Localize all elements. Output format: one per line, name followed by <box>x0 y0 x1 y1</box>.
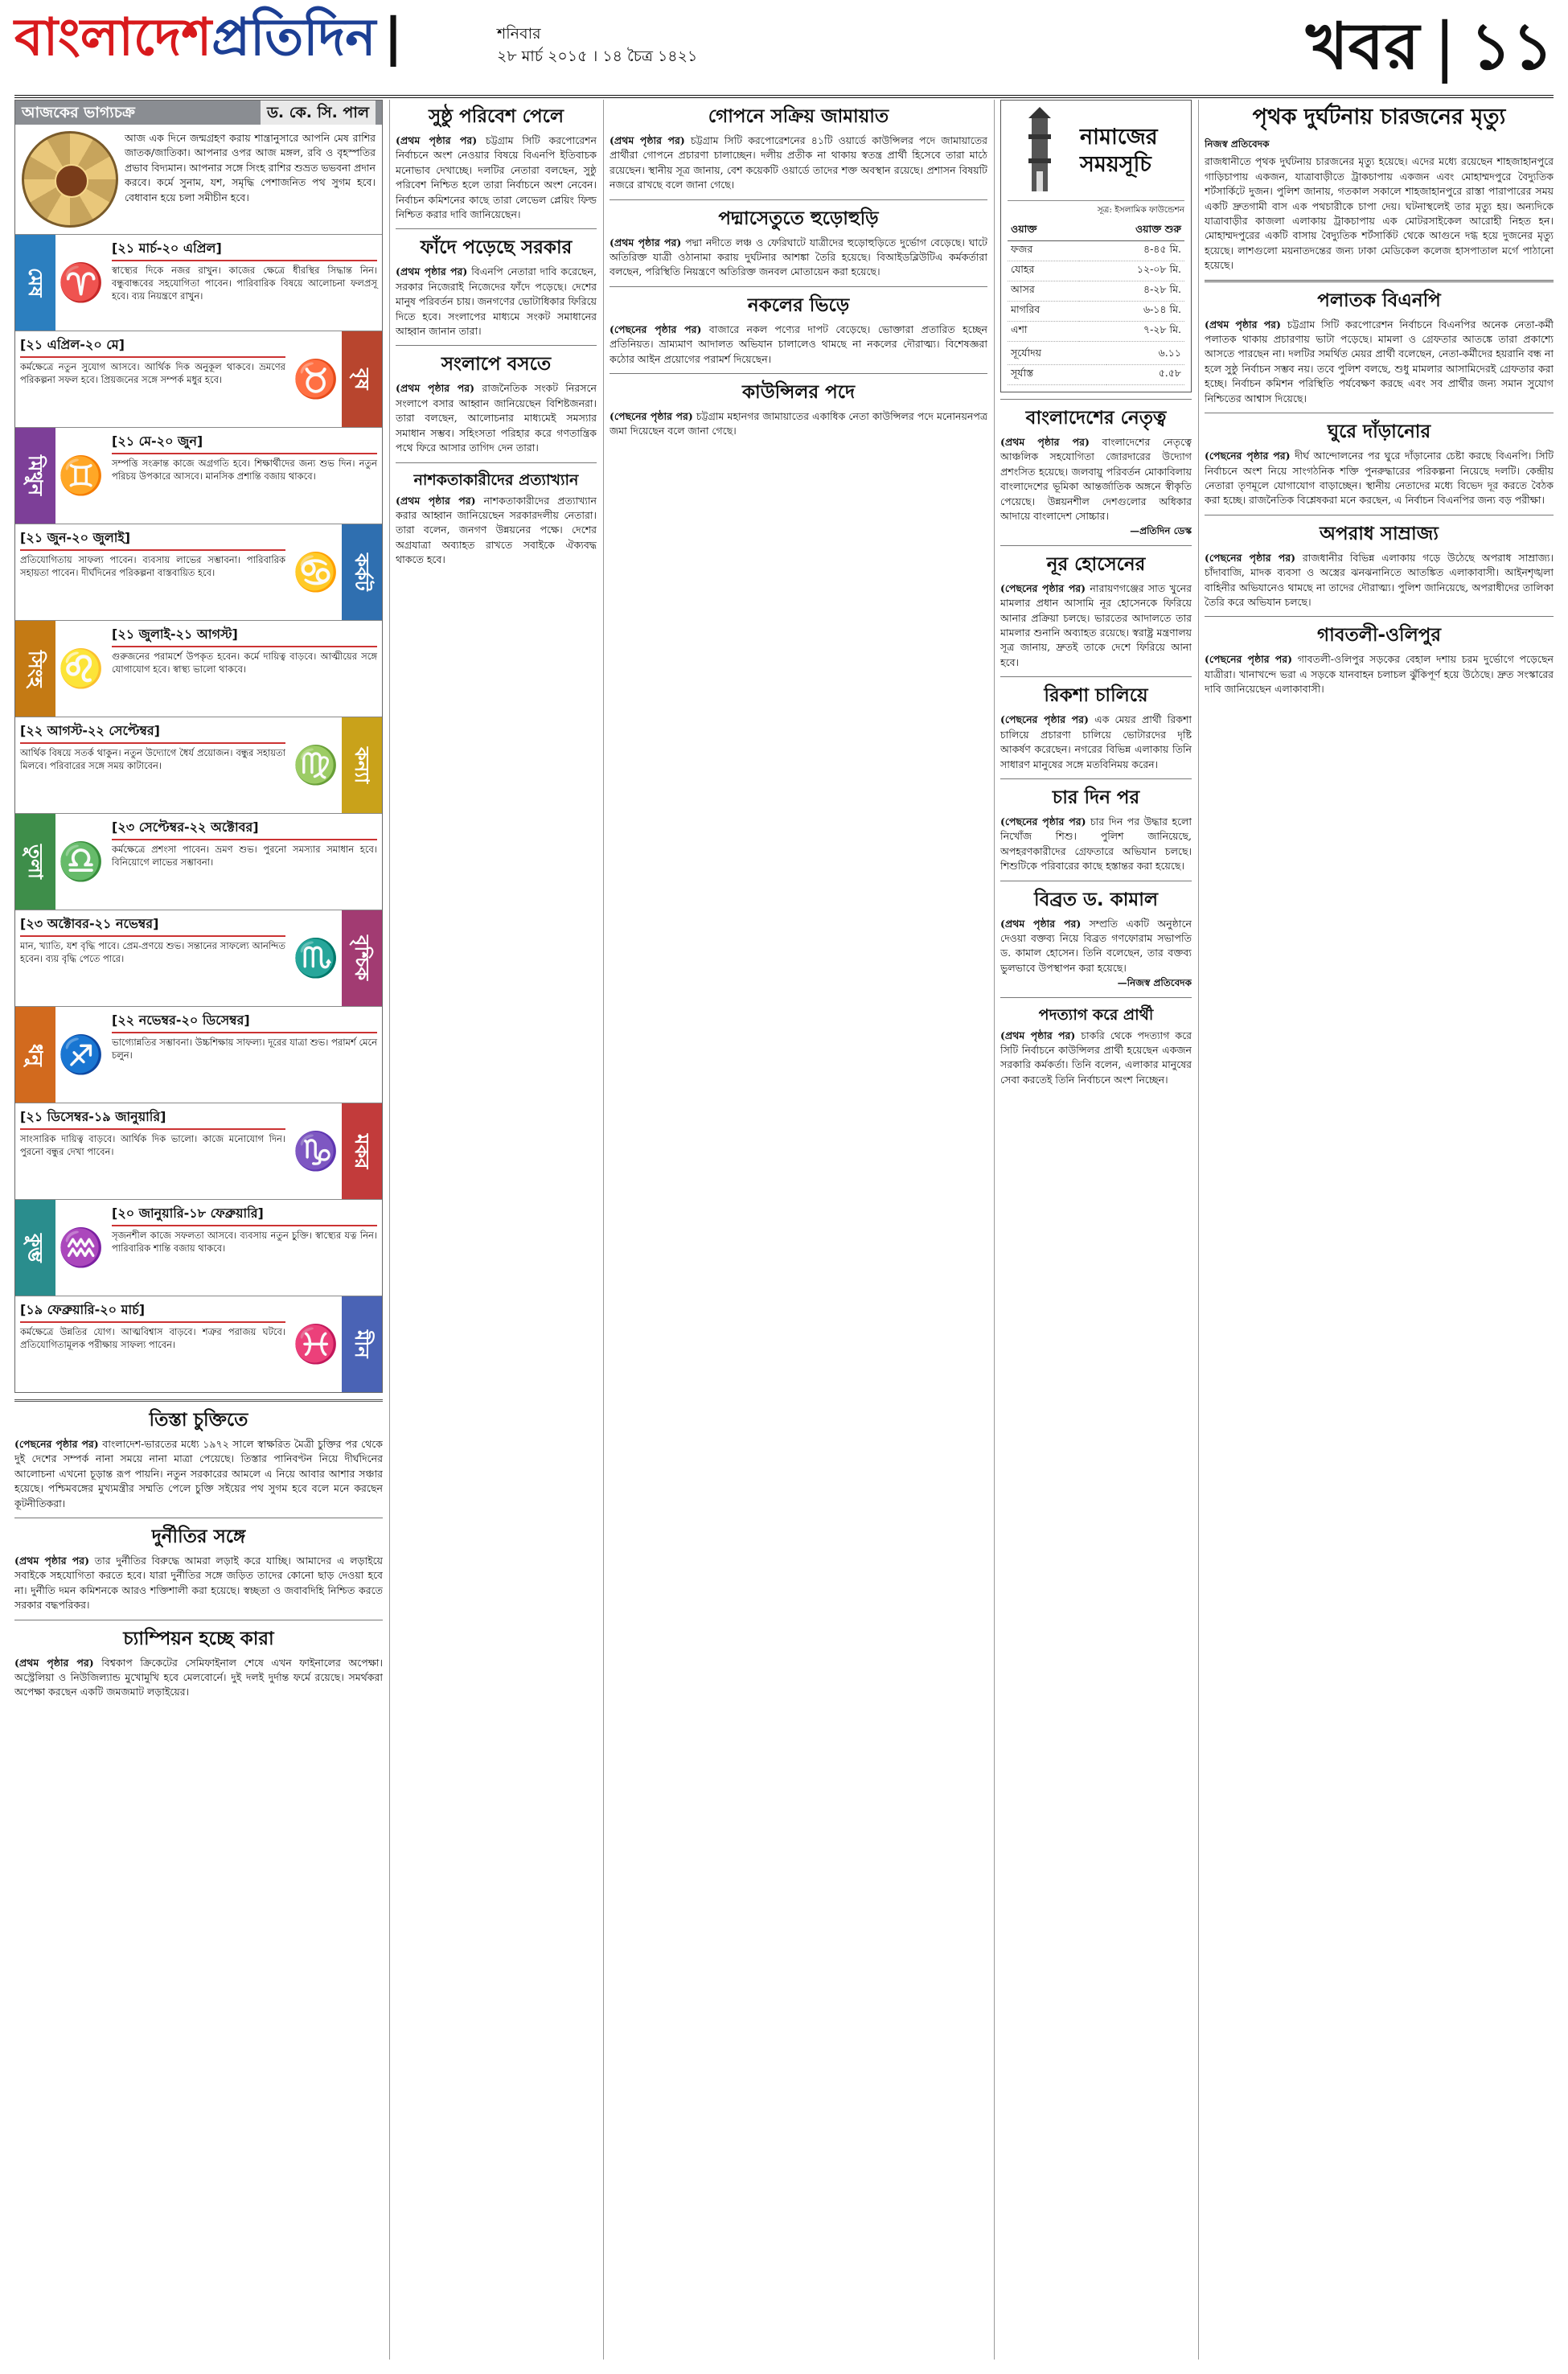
sign-name: বৃশ্চিক <box>342 910 382 1006</box>
article-crowd-text: বাজারে নকল পণ্যের দাপট বেড়েছে। ভোক্তারা প্রতারিত হচ্ছেন প্রতিনিয়ত। ভ্রাম্যমাণ আদালত অভিযান চালালেও থামছে না নকলের দৌরাত্ম্য। বিশেষজ্ঞরা কঠোর আইন প্রয়োগের পরামর্শ দিয়েছেন। <box>610 322 987 365</box>
continuation-label: (প্রথম পৃষ্ঠার পর) <box>396 382 475 395</box>
continuation-label: (প্রথম পৃষ্ঠার পর) <box>1000 436 1090 448</box>
article-nur-text: নারায়ণগঞ্জের সাত খুনের মামলার প্রধান আসামি নূর হোসেনকে ফিরিয়ে আনার প্রক্রিয়া চলছে। ভারতের আদালতে তার মামলার শুনানি অব্যাহত রয়েছে। স্বরাষ্ট্র মন্ত্রণালয় সূত্র জানায়, দ্রুতই তাকে দেশে ফিরিয়ে আনা হবে। <box>1000 581 1192 668</box>
table-cell: ৭-২৮ মি. <box>1079 322 1184 342</box>
table-cell: ৪-২৮ মি. <box>1079 281 1184 302</box>
prayer-times-box <box>1000 100 1192 392</box>
horoscope-sign <box>15 1103 382 1199</box>
headline-four-days: চার দিন পর <box>1052 787 1140 808</box>
continuation-label: (প্রথম পৃষ্ঠার পর) <box>14 1555 89 1567</box>
sign-date-range: [২১ জুলাই-২১ আগস্ট] <box>112 624 377 647</box>
table-cell: মাগরিব <box>1008 302 1079 322</box>
sign-date-range: [২১ এপ্রিল-২০ মে] <box>20 335 285 358</box>
sign-date-range: [২১ মে-২০ জুন] <box>112 431 377 454</box>
column-4 <box>1000 100 1192 2360</box>
article-nominations <box>396 494 597 568</box>
sign-body <box>15 910 290 1006</box>
continuation-label: (প্রথম পৃষ্ঠার পর) <box>610 236 682 248</box>
credit-kamal: —নিজস্ব প্রতিবেদক <box>1117 977 1192 989</box>
divider <box>1000 778 1192 779</box>
continuation-label: (পেছনের পৃষ্ঠার পর) <box>1000 713 1089 726</box>
divider <box>396 228 597 229</box>
horoscope-sign <box>15 1296 382 1392</box>
zodiac-sign-icon: ♌ <box>58 647 105 690</box>
sign-text: গুরুজনের পরামর্শে উপকৃত হবেন। কর্মে দায়িত্ব বাড়বে। আত্মীয়ের সঙ্গে যোগাযোগ হবে। স্বাস্থ্য ভালো থাকবে। <box>112 651 377 675</box>
horoscope-sign <box>15 427 382 524</box>
article-four-days <box>1000 815 1192 874</box>
headline-environment: সুষ্ঠু পরিবেশ পেলে <box>428 106 564 127</box>
table-row <box>1008 261 1184 281</box>
article-champion-text: বিশ্বকাপ ক্রিকেটের সেমিফাইনাল শেষে এখন ফাইনালের অপেক্ষা। অস্ট্রেলিয়া ও নিউজিল্যান্ড মুখোমুখি হবে মেলবোর্নে। দুই দলই দুর্দান্ত ফর্মে রয়েছে। সমর্থকরা অপেক্ষা করছেন একটি জমজমাট লড়াইয়ের। <box>14 1656 383 1698</box>
divider <box>610 199 987 200</box>
continuation-label: (প্রথম পৃষ্ঠার পর) <box>1000 1029 1076 1041</box>
zodiac-sign-icon: ♑ <box>293 1129 339 1173</box>
sign-date-range: [২২ আগস্ট-২২ সেপ্টেম্বর] <box>20 721 285 744</box>
headline-bnp-flee: পলাতক বিএনপি <box>1317 290 1441 311</box>
article-lead-text: রাজধানীতে পৃথক দুর্ঘটনায় চারজনের মৃত্যু হয়েছে। এদের মধ্যে রয়েছেন শাহজাহানপুরে গাড়িচাপায় একজন, যাত্রাবাড়ীতে ট্রাকচাপায় একজন এবং মোহাম্মদপুরে বৈদ্যুতিক শর্টসার্কিটে দুজন। পুলিশ জানায়, গতকাল সকালে শাহজাহানপুরে রাস্তা পারাপারের সময় একটি দ্রুতগামী বাস এক পথচারীকে চাপা দেয়। ঘটনাস্থলেই তার মৃত্যু হয়। অন্যদিকে যাত্রাবাড়ীর কাজলা এলাকায় ট্রাকচাপায় এক মোটরসাইকেল আরোহী নিহত হন। মোহাম্মদপুরের একটি বাসায় বৈদ্যুতিক শর্টসার্কিট থেকে আগুনে দগ্ধ হয়ে দুজনের মৃত্যু হয়েছে। লাশগুলো ময়নাতদন্তের জন্য ঢাকা মেডিকেল কলেজ হাসপাতাল মর্গে পাঠানো হয়েছে। <box>1205 155 1554 272</box>
horoscope-sign <box>15 1199 382 1296</box>
horoscope-box <box>14 100 383 1393</box>
article-nominations-text: নাশকতাকারীদের প্রত্যাখ্যান করার আহ্বান জানিয়েছেন সরকারদলীয় নেতারা। তারা বলেন, জনগণ উন্নয়নের পক্ষে। দেশের অগ্রযাত্রা অব্যাহত রাখতে সবাইকে ঐক্যবদ্ধ থাকতে হবে। <box>396 494 597 566</box>
sign-body <box>15 1103 290 1199</box>
horoscope-intro-text: আজ এক দিনে জন্মগ্রহণ করায় শান্ত্রানুসারে আপনি মেষ রাশির জাতক/জাতিকা। আপনার ওপর আজ মঙ্গল, রবি ও বৃহস্পতির প্রভাব বিদ্যমান। আপনার সঙ্গে সিংহ রাশির শুভ্রত ভভবনা প্রদান করবে। কর্মে সুনাম, যশ, সমৃদ্ধি পেশাজনিত পথ সুগম হবে। বেধাবান হয়ে চলা সমীচীন হবে। <box>125 132 376 203</box>
dateline-day: শনিবার <box>497 25 541 43</box>
continuation-label: (পেছনের পৃষ্ঠার পর) <box>1205 450 1291 462</box>
headline-nominations: নাশকতাকারীদের প্রত্যাখ্যান <box>413 470 579 489</box>
article-kamal <box>1000 917 1192 976</box>
article-padma-text: পদ্মা নদীতে লঞ্চ ও ফেরিঘাটে যাত্রীদের হুড়োহুড়িতে দুর্ভোগ বেড়েছে। ঘাটে অতিরিক্ত যাত্রী ওঠানামা করায় দুর্ঘটনার আশঙ্কা তৈরি হয়েছে। বিআইডব্লিউটিএ কর্মকর্তারা বলছেন, পরিস্থিতি নিয়ন্ত্রণে অতিরিক্ত জনবল মোতায়েন করা হয়েছে। <box>610 236 987 278</box>
sign-name: কর্কট <box>342 524 382 620</box>
article-bnp-flee-text: চট্টগ্রাম সিটি করপোরেশন নির্বাচনে বিএনপির অনেক নেতা-কর্মী পলাতক থাকায় প্রচারণায় ভাটা পড়েছে। মামলা ও গ্রেফতার আতঙ্কে তারা প্রকাশ্যে আসতে পারছেন না। দলটির সমর্থিত মেয়র প্রার্থী বলেছেন, নেতা-কর্মীদের হয়রানি বন্ধ না হলে সুষ্ঠু নির্বাচন সম্ভব নয়। তবে পুলিশ বলছে, শুধু মামলার আসামিদেরই গ্রেফতার করা হচ্ছে। নির্বাচন কমিশন পরিস্থিতি পর্যবেক্ষণ করছে এবং সব প্রার্থীর জন্য সমান সুযোগ নিশ্চিতের আশ্বাস দিয়েছে। <box>1205 318 1554 405</box>
sign-body <box>15 331 290 427</box>
section-divider: | <box>1434 9 1456 84</box>
sun-table <box>1008 345 1184 385</box>
headline-kamal: বিব্রত ড. কামাল <box>1033 889 1159 910</box>
table-cell: ৬-১৪ মি. <box>1079 302 1184 322</box>
table-row <box>1008 281 1184 302</box>
sign-text: সৃজনশীল কাজে সফলতা আসবে। ব্যবসায় নতুন চুক্তি। স্বাস্থ্যের যত্ন নিন। পারিবারিক শান্তি বজায় থাকবে। <box>112 1230 377 1254</box>
sign-name: কুম্ভ <box>15 1200 55 1296</box>
article-bd-leadership-text: বাংলাদেশের নেতৃত্বে আঞ্চলিক সহযোগিতা জোরদারের উদ্যোগ প্রশংসিত হয়েছে। জলবায়ু পরিবর্তন মোকাবিলায় বাংলাদেশের ভূমিকা আন্তর্জাতিক অঙ্গনে স্বীকৃতি পেয়েছে। উন্নয়নশীল দেশগুলোর অধিকার আদায়ে বাংলাদেশ সোচ্চার। <box>1000 436 1192 523</box>
column-1 <box>14 100 383 2360</box>
headline-champion: চ্যাম্পিয়ন হচ্ছে কারা <box>123 1628 274 1649</box>
sign-name: ধনু <box>15 1007 55 1103</box>
article-corruption-text: তার দুর্নীতির বিরুদ্ধে আমরা লড়াই করে যাচ্ছি। আমাদের এ লড়াইয়ে সবাইকে সহযোগিতা করতে হবে। যারা দুর্নীতির সঙ্গে জড়িত তাদের কোনো ছাড় দেওয়া হবে না। দুর্নীতি দমন কমিশনকে আরও শক্তিশালী করা হয়েছে। স্বচ্ছতা ও জবাবদিহি নিশ্চিত করতে সরকার বদ্ধপরিকর। <box>14 1555 383 1612</box>
headline-nur: নূর হোসেনের <box>1046 553 1146 575</box>
continuation-label: (পেছনের পৃষ্ঠার পর) <box>1000 815 1086 828</box>
table-row <box>1008 241 1184 261</box>
dateline <box>497 23 697 68</box>
table-cell: এশা <box>1008 322 1079 342</box>
sign-text: সাংসারিক দায়িত্ব বাড়বে। আর্থিক দিক ভালো। কাজে মনোযোগ দিন। পুরনো বন্ধুর দেখা পাবেন। <box>20 1133 285 1157</box>
horoscope-sign <box>15 813 382 910</box>
sign-body <box>107 428 382 524</box>
table-cell: ৫.৫৮ <box>1106 365 1184 385</box>
zodiac-sign-icon: ♋ <box>293 550 339 594</box>
divider <box>396 462 597 463</box>
table-cell: ফজর <box>1008 241 1079 261</box>
brand-name-part2: প্রতিদিন <box>211 8 376 68</box>
sign-body <box>15 1296 290 1392</box>
sign-text: কর্মক্ষেত্রে উন্নতির যোগ। আত্মবিশ্বাস বাড়বে। শত্রুর পরাজয় ঘটবে। প্রতিযোগিতামূলক পরীক্ষায় সাফল্য পাবেন। <box>20 1326 285 1350</box>
prayer-header <box>1008 107 1184 201</box>
prayer-table-header <box>1008 221 1184 241</box>
prayer-table <box>1008 221 1184 342</box>
sign-name: মকর <box>342 1103 382 1199</box>
column-rule <box>389 100 390 2360</box>
sign-body <box>107 814 382 910</box>
zodiac-sign-icon: ♐ <box>58 1033 105 1076</box>
article-bnp-flee <box>1205 318 1554 406</box>
article-four-days-text: চার দিন পর উদ্ধার হলো নিখোঁজ শিশু। পুলিশ জানিয়েছে, অপহরণকারীদের গ্রেফতারে অভিযান চলছে। শিশুটিকে পরিবারের কাছে হস্তান্তর করা হয়েছে। <box>1000 815 1192 873</box>
continuation-label: (প্রথম পৃষ্ঠার পর) <box>396 134 478 146</box>
article-council-text: চট্টগ্রাম মহানগর জামায়াতের একাধিক নেতা কাউন্সিলর পদে মনোনয়নপত্র জমা দিয়েছেন বলে জানা গেছে। <box>610 410 987 437</box>
sign-date-range: [২০ জানুয়ারি-১৮ ফেব্রুয়ারি] <box>112 1203 377 1226</box>
divider <box>1000 545 1192 546</box>
prayer-title: নামাজের সময়সূচি <box>1080 125 1158 177</box>
article-jamaat-text: চট্টগ্রাম সিটি করপোরেশনের ৪১টি ওয়ার্ডে কাউন্সিলর পদে জামায়াতের প্রার্থীরা গোপনে প্রচারণা চালাচ্ছেন। দলীয় প্রতীক না থাকায় স্বতন্ত্র প্রার্থী হিসেবে তারা মাঠে রয়েছেন। স্থানীয় সূত্র জানায়, বেশ কয়েকটি ওয়ার্ডে তাদের শক্ত অবস্থান রয়েছে। প্রশাসন বিষয়টি নজরে রাখছে বলে জানা গেছে। <box>610 134 987 191</box>
credit-bd-leadership: —প্রতিদিন ডেস্ক <box>1130 525 1192 537</box>
sign-date-range: [২৩ অক্টোবর-২১ নভেম্বর] <box>20 914 285 937</box>
sign-date-range: [২১ মার্চ-২০ এপ্রিল] <box>112 238 377 261</box>
sign-text: আর্থিক বিষয়ে সতর্ক থাকুন। নতুন উদ্যোগে ধৈর্য প্রয়োজন। বন্ধুর সহায়তা মিলবে। পরিবারের সঙ্গে সময় কাটাবেন। <box>20 747 285 771</box>
article-gabtoli <box>1205 652 1554 696</box>
prayer-source: সূত্র: ইসলামিক ফাউন্ডেশন <box>1097 205 1184 215</box>
horoscope-signs <box>15 234 382 1392</box>
sign-body <box>107 235 382 331</box>
horoscope-sign <box>15 331 382 427</box>
continuation-label: (প্রথম পৃষ্ঠার পর) <box>14 1656 94 1669</box>
masthead <box>14 8 1554 98</box>
headline-teesta: তিস্তা চুক্তিতে <box>149 1410 248 1431</box>
zodiac-wheel-icon <box>22 131 118 228</box>
zodiac-sign-icon: ♓ <box>293 1322 339 1366</box>
article-corruption <box>14 1554 383 1613</box>
divider <box>396 345 597 346</box>
article-kamal-text: সম্প্রতি একটি অনুষ্ঠানে দেওয়া বক্তব্য নিয়ে বিব্রত গণফোরাম সভাপতি ড. কামাল হোসেন। তিনি বলেছেন, তার বক্তব্য ভুলভাবে উপস্থাপন করা হয়েছে। <box>1000 917 1192 974</box>
article-gabtoli-text: গাবতলী-ওলিপুর সড়কের বেহাল দশায় চরম দুর্ভোগে পড়েছেন যাত্রীরা। খানাখন্দে ভরা এ সড়কে যানবাহন চলাচল ঝুঁকিপূর্ণ হয়ে উঠেছে। দ্রুত সংস্কারের দাবি জানিয়েছেন এলাকাবাসী। <box>1205 653 1554 696</box>
table-row <box>1008 322 1184 342</box>
table-cell: আসর <box>1008 281 1079 302</box>
article-rickshaw <box>1000 713 1192 772</box>
zodiac-sign-icon: ♎ <box>58 840 105 883</box>
sign-name: মীন <box>342 1296 382 1392</box>
horoscope-author: ড. কে. সি. পাল <box>261 101 376 125</box>
headline-padma: পদ্মাসেতুতে হুড়োহুড়ি <box>718 207 879 229</box>
brand-divider: | <box>384 8 403 68</box>
headline-crime: অপরাধ সাম্রাজ্য <box>1320 523 1439 544</box>
horoscope-sign <box>15 524 382 620</box>
article-teesta-text: বাংলাদেশ-ভারতের মধ্যে ১৯৭২ সালে স্বাক্ষরিত মৈত্রী চুক্তির পর থেকে দুই দেশের সম্পর্ক নানা সময়ে নানা মাত্রা পেয়েছে। তিস্তার পানিবণ্টন নিয়ে দীর্ঘদিনের আলোচনা এখনো চূড়ান্ত রূপ পায়নি। নতুন সরকারের আমলে এ নিয়ে আবার আশার সঞ্চার হয়েছে। পশ্চিমবঙ্গের মুখ্যমন্ত্রীর সম্মতি পেলে চুক্তি সইয়ের পথ সুগম হবে বলে মনে করছেন কূটনীতিকরা। <box>14 1438 383 1509</box>
article-council <box>610 409 987 439</box>
table-cell: ৬.১১ <box>1106 345 1184 365</box>
sign-body <box>107 1200 382 1296</box>
headline-jamaat: গোপনে সক্রিয় জামায়াত <box>708 106 889 127</box>
horoscope-sign <box>15 234 382 331</box>
article-environment-text: চট্টগ্রাম সিটি করপোরেশন নির্বাচনে অংশ নেওয়ার বিষয়ে বিএনপি ইতিবাচক মনোভাব দেখাচ্ছে। দলটির নেতারা বলছেন, সুষ্ঠু পরিবেশ নিশ্চিত হলে তারা নির্বাচনে অংশ নেবেন। নির্বাচন কমিশনের কাছে তারা লেভেল প্লেয়িং ফিল্ড নিশ্চিত করার দাবি জানিয়েছেন। <box>396 134 597 221</box>
table-row <box>1008 345 1184 365</box>
sign-name: বৃষ <box>342 331 382 427</box>
sign-text: কর্মক্ষেত্রে প্রশংসা পাবেন। ভ্রমণ শুভ। পুরনো সমস্যার সমাধান হবে। বিনিয়োগে লাভের সম্ভাবনা। <box>112 844 377 868</box>
headline-bd-leadership: বাংলাদেশের নেতৃত্ব <box>1025 408 1167 429</box>
article-bd-leadership <box>1000 435 1192 524</box>
continuation-label: (প্রথম পৃষ্ঠার পর) <box>1000 917 1082 930</box>
brand-name-part1: বাংলাদেশ <box>14 8 212 68</box>
column-3 <box>610 100 987 2360</box>
headline-resign: পদত্যাগ করে প্রার্থী <box>1038 1005 1154 1024</box>
article-resign <box>1000 1029 1192 1088</box>
article-trap <box>396 265 597 339</box>
divider <box>1205 280 1554 282</box>
divider <box>1205 616 1554 617</box>
horoscope-title: আজকের ভাগ্যচক্র <box>22 104 135 121</box>
divider <box>1000 676 1192 677</box>
continuation-label: (পেছনের পৃষ্ঠার পর) <box>610 322 702 335</box>
zodiac-sign-icon: ♊ <box>58 454 105 497</box>
zodiac-sign-icon: ♈ <box>58 261 105 304</box>
sign-text: কর্মক্ষেত্রে নতুন সুযোগ আসবে। আর্থিক দিক অনুকূল থাকবে। ভ্রমণের পরিকল্পনা সফল হবে। প্রিয়জনের সঙ্গে সম্পর্ক মধুর হবে। <box>20 361 285 385</box>
article-rickshaw-text: এক মেয়র প্রার্থী রিকশা চালিয়ে প্রচারণা চালিয়ে ভোটারদের দৃষ্টি আকর্ষণ করেছেন। নগরের বিভিন্ন এলাকায় তিনি সাধারণ মানুষের সঙ্গে মতবিনিময় করেন। <box>1000 713 1192 770</box>
mosque-icon <box>1008 107 1072 195</box>
sign-text: সম্পত্তি সংক্রান্ত কাজে অগ্রগতি হবে। শিক্ষার্থীদের জন্য শুভ দিন। নতুন পরিচয় উপকারে আসবে। মানসিক প্রশান্তি বজায় থাকবে। <box>112 458 377 482</box>
sign-body <box>15 524 290 620</box>
sign-body <box>107 1007 382 1103</box>
headline-trap: ফাঁদে পড়েছে সরকার <box>420 237 573 259</box>
zodiac-sign-icon: ♒ <box>58 1226 105 1269</box>
zodiac-sign-icon: ♉ <box>293 357 339 400</box>
table-cell: ১২-০৮ মি. <box>1079 261 1184 281</box>
continuation-label: (পেছনের পৃষ্ঠার পর) <box>1205 551 1296 564</box>
article-nur <box>1000 581 1192 670</box>
continuation-label: (প্রথম পৃষ্ঠার পর) <box>396 265 468 278</box>
headline-dialogue: সংলাপে বসতে <box>441 354 552 376</box>
sign-name: তুলা <box>15 814 55 910</box>
sign-date-range: [২১ ডিসেম্বর-১৯ জানুয়ারি] <box>20 1107 285 1130</box>
zodiac-sign-icon: ♍ <box>293 743 339 787</box>
table-cell: সূর্যোদয় <box>1008 345 1106 365</box>
horoscope-sign <box>15 620 382 717</box>
horoscope-sign <box>15 910 382 1006</box>
table-cell: যোহর <box>1008 261 1079 281</box>
table-header-cell: ওয়াক্ত শুরু <box>1079 221 1184 241</box>
sign-date-range: [২৩ সেপ্টেম্বর-২২ অক্টোবর] <box>112 817 377 840</box>
column-rule <box>1198 100 1199 2360</box>
continuation-label: (পেছনের পৃষ্ঠার পর) <box>610 410 693 423</box>
page-number: ১১ <box>1470 9 1554 84</box>
sign-name: মেষ <box>15 235 55 331</box>
headline-lead: পৃথক দুর্ঘটনায় চারজনের মৃত্যু <box>1252 105 1506 129</box>
sign-date-range: [২২ নভেম্বর-২০ ডিসেম্বর] <box>112 1010 377 1033</box>
column-2 <box>396 100 597 2360</box>
article-environment <box>396 133 597 222</box>
continuation-label: (প্রথম পৃষ্ঠার পর) <box>396 494 476 507</box>
sign-text: স্বাস্থ্যের দিকে নজর রাখুন। কাজের ক্ষেত্রে ধীরস্থির সিদ্ধান্ত নিন। বন্ধুবান্ধবের সহযোগিতা পাবেন। পারিবারিক বিষয়ে আলোচনা ফলপ্রসূ হবে। ব্যয় নিয়ন্ত্রণে রাখুন। <box>112 265 377 302</box>
article-champion <box>14 1656 383 1700</box>
horoscope-title-bar <box>15 101 382 125</box>
horoscope-intro <box>15 125 382 234</box>
horoscope-sign <box>15 1006 382 1103</box>
headline-rickshaw: রিকশা চালিয়ে <box>1044 685 1148 707</box>
divider <box>14 1399 383 1402</box>
sign-body <box>15 717 290 813</box>
continuation-label: (পেছনের পৃষ্ঠার পর) <box>1000 581 1086 594</box>
headline-standing: ঘুরে দাঁড়ানোর <box>1327 421 1431 443</box>
headline-crowd: নকলের ভিড়ে <box>747 294 850 316</box>
article-dialogue-text: রাজনৈতিক সংকট নিরসনে সংলাপে বসার আহ্বান জানিয়েছেন বিশিষ্টজনরা। তারা বলছেন, আলোচনার মাধ্যমেই সমস্যার সমাধান সম্ভব। সহিংসতা পরিহার করে গণতান্ত্রিক পথে ফিরে আসার তাগিদ দেন তারা। <box>396 382 597 454</box>
sign-text: প্রতিযোগিতায় সাফল্য পাবেন। ব্যবসায় লাভের সম্ভাবনা। পারিবারিক সহায়তা পাবেন। দীর্ঘদিনের পরিকল্পনা বাস্তবায়িত হবে। <box>20 554 285 578</box>
sign-name: মিথুন <box>15 428 55 524</box>
article-padma <box>610 236 987 280</box>
article-jamaat <box>610 133 987 193</box>
table-cell: ৪-৪৫ মি. <box>1079 241 1184 261</box>
column-5 <box>1205 100 1554 2360</box>
article-crime-text: রাজধানীর বিভিন্ন এলাকায় গড়ে উঠেছে অপরাধ সাম্রাজ্য। চাঁদাবাজি, মাদক ব্যবসা ও অস্ত্রের ঝনঝনানিতে আতঙ্কিত এলাকাবাসী। আইনশৃঙ্খলা বাহিনীর অভিযানেও থামছে না তাদের দৌরাত্ম্য। পুলিশ জানিয়েছে, অপরাধীদের তালিকা তৈরি করে অভিযান চলছে। <box>1205 551 1554 608</box>
table-header-cell: ওয়াক্ত <box>1008 221 1079 241</box>
sign-text: মান, খ্যাতি, যশ বৃদ্ধি পাবে। প্রেম-প্রণয়ে শুভ। সন্তানের সাফল্যে আনন্দিত হবেন। ব্যয় বৃদ্ধি পেতে পারে। <box>20 940 285 964</box>
horoscope-sign <box>15 717 382 813</box>
headline-council: কাউন্সিলর পদে <box>741 382 856 404</box>
continuation-label: (প্রথম পৃষ্ঠার পর) <box>610 134 685 146</box>
continuation-label: (পেছনের পৃষ্ঠার পর) <box>1205 653 1293 666</box>
article-crime <box>1205 551 1554 610</box>
article-standing-text: দীর্ঘ আন্দোলনের পর ঘুরে দাঁড়ানোর চেষ্টা করছে বিএনপি। সিটি নির্বাচনে অংশ নিয়ে সাংগঠনিক শক্তি পুনরুদ্ধারের পরিকল্পনা নিয়েছে দলটি। কেন্দ্রীয় নেতারা তৃণমূলে যোগাযোগ বাড়াচ্ছেন। স্থানীয় নেতাদের মধ্যে বিভেদ দূর করতে বৈঠক করা হচ্ছে। রাজনৈতিক বিশ্লেষকরা মনে করছেন, এ নির্বাচন বিএনপির জন্য বড় পরীক্ষা। <box>1205 450 1554 507</box>
divider <box>610 286 987 287</box>
byline-lead: নিজস্ব প্রতিবেদক <box>1205 138 1270 150</box>
zodiac-sign-icon: ♏ <box>293 936 339 980</box>
newspaper-logo <box>14 8 403 68</box>
continuation-label: (প্রথম পৃষ্ঠার পর) <box>1205 318 1281 331</box>
article-crowd <box>610 322 987 367</box>
column-rule <box>603 100 604 2360</box>
table-row <box>1008 365 1184 385</box>
sign-date-range: [২১ জুন-২০ জুলাই] <box>20 528 285 551</box>
headline-gabtoli: গাবতলী-ওলিপুর <box>1317 625 1441 647</box>
article-teesta <box>14 1437 383 1511</box>
section-name: খবর <box>1306 9 1420 84</box>
article-dialogue <box>396 381 597 455</box>
sign-body <box>107 621 382 717</box>
divider <box>610 373 987 374</box>
section-header <box>1306 8 1554 85</box>
headline-corruption: দুর্নীতির সঙ্গে <box>151 1526 246 1548</box>
divider <box>1000 399 1192 400</box>
sign-date-range: [১৯ ফেব্রুয়ারি-২০ মার্চ] <box>20 1300 285 1323</box>
table-row <box>1008 302 1184 322</box>
article-standing <box>1205 449 1554 508</box>
continuation-label: (পেছনের পৃষ্ঠার পর) <box>14 1438 99 1450</box>
divider <box>1000 997 1192 998</box>
dateline-date: ২৮ মার্চ ২০১৫ । ১৪ চৈত্র ১৪২১ <box>497 47 698 65</box>
sign-name: সিংহ <box>15 621 55 717</box>
article-trap-text: বিএনপি নেতারা দাবি করেছেন, সরকার নিজেরাই নিজেদের ফাঁদে পড়েছে। দেশের মানুষ পরিবর্তন চায়। জনগণের ভোটাধিকার ফিরিয়ে দিতে হবে। সংলাপের মাধ্যমে সংকট সমাধানের আহ্বান জানান তারা। <box>396 265 597 338</box>
sign-text: ভাগ্যোন্নতির সম্ভাবনা। উচ্চশিক্ষায় সাফল্য। দূরের যাত্রা শুভ। পরামর্শ মেনে চলুন। <box>112 1037 377 1061</box>
sign-name: কন্যা <box>342 717 382 813</box>
column-rule <box>994 100 995 2360</box>
article-resign-text: চাকরি থেকে পদত্যাগ করে সিটি নির্বাচনে কাউন্সিলর প্রার্থী হয়েছেন একজন সরকারি কর্মকর্তা। তিনি বলেন, এলাকার মানুষের সেবা করতেই তিনি নির্বাচনে অংশ নিচ্ছেন। <box>1000 1029 1192 1086</box>
table-cell: সূর্যাস্ত <box>1008 365 1106 385</box>
